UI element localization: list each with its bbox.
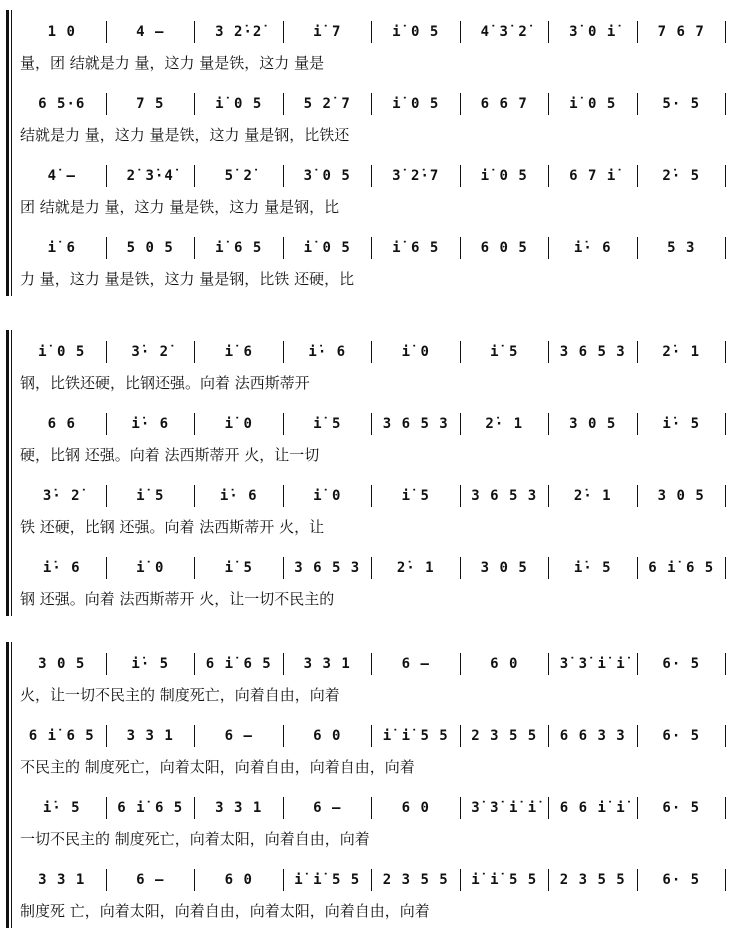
measure: i̇ 5 (371, 485, 460, 507)
voice-row-3 (0, 794, 740, 864)
measure: 3 3 1 (194, 797, 283, 819)
measure: i̇ 0 5 (460, 165, 549, 187)
measure: i̇ 0 5 (371, 21, 460, 43)
measure: 6 6 3 3 (548, 725, 637, 747)
measure: 3̇ 0 5 (283, 165, 372, 187)
measure: 2 3 5 5 (460, 725, 549, 747)
measure: i̇ 5 (194, 557, 283, 579)
measure: 6 6 (47, 416, 76, 432)
notation-line (18, 338, 726, 366)
measure: i̇ 0 (371, 341, 460, 363)
measure: i̇· 6 (106, 413, 195, 435)
measure: 6 7 i̇ (548, 165, 637, 187)
measure: 4̇ – (47, 168, 76, 184)
notation-line (18, 650, 726, 678)
measure: 2̇ 3̇·4̇ (106, 165, 195, 187)
measure: i̇ 5 (106, 485, 195, 507)
measure: i̇ 6 5 (194, 237, 283, 259)
measure: 3 6 5 3 (371, 413, 460, 435)
measure: 3̇ 3̇ i̇ i̇ (548, 653, 637, 675)
measure: i̇ 5 (283, 413, 372, 435)
measure: 2̇· 1 (548, 485, 637, 507)
measure: i̇· 6 (283, 341, 372, 363)
lyrics-line: 团 结就是力 量，这力 量是铁，这力 量是钢，比 (20, 198, 340, 216)
measure: i̇ 0 5 (194, 93, 283, 115)
notation-line (18, 234, 726, 262)
voice-row-2 (0, 90, 740, 160)
measure: 6· 5 (637, 653, 727, 675)
measure: 4 – (106, 21, 195, 43)
voice-row-2 (0, 410, 740, 480)
measure: 7 6 7 (637, 21, 727, 43)
measure: i̇· 6 (548, 237, 637, 259)
voice-row-1 (0, 650, 740, 720)
lyrics-line: 量，团 结就是力 量，这力 量是铁，这力 量是 (20, 54, 325, 72)
measure: 3 0 5 (637, 485, 727, 507)
measure: i̇ i̇ 5 5 (283, 869, 372, 891)
measure: 6 0 (283, 725, 372, 747)
notation-line (18, 162, 726, 190)
measure: 6 6 7 (460, 93, 549, 115)
measure: 3 2̇·2̇ (194, 21, 283, 43)
lyrics-line: 钢，比铁还硬，比钢还强。向着 法西斯蒂开 (20, 374, 310, 392)
measure: i̇ i̇ 5 5 (460, 869, 549, 891)
measure: 5· 5 (637, 93, 727, 115)
measure: 3 3 1 (38, 872, 86, 888)
voice-row-3 (0, 162, 740, 232)
lyrics-line: 钢 还强。向着 法西斯蒂开 火，让一切不民主的 (20, 590, 335, 608)
measure: 6 0 (194, 869, 283, 891)
measure: i̇ i̇ 5 5 (371, 725, 460, 747)
voice-row-4 (0, 234, 740, 304)
measure: 3 0 5 (38, 656, 86, 672)
measure: 2̇· 1 (460, 413, 549, 435)
notation-line (18, 482, 726, 510)
measure: 3 6 5 3 (548, 341, 637, 363)
measure: i̇ 6 (194, 341, 283, 363)
notation-line (18, 554, 726, 582)
measure: i̇· 5 (42, 800, 81, 816)
measure: i̇· 5 (637, 413, 727, 435)
measure: 1 0 (47, 24, 76, 40)
measure: i̇· 5 (106, 653, 195, 675)
voice-row-4 (0, 866, 740, 936)
score-system-2 (0, 328, 740, 628)
measure: 3 3 1 (283, 653, 372, 675)
measure: 6· 5 (637, 797, 727, 819)
notation-line (18, 722, 726, 750)
measure: 3 0 5 (460, 557, 549, 579)
measure: 7 5 (106, 93, 195, 115)
measure: 6 – (283, 797, 372, 819)
measure: 2 3 5 5 (371, 869, 460, 891)
measure: 6 i̇ 6 5 (194, 653, 283, 675)
measure: i̇· 5 (548, 557, 637, 579)
measure: 6· 5 (637, 869, 727, 891)
voice-row-1 (0, 18, 740, 88)
lyrics-line: 结就是力 量，这力 量是铁，这力 量是钢，比铁还 (20, 126, 350, 144)
measure: 3 0 5 (548, 413, 637, 435)
measure: 6 i̇ 6 5 (637, 557, 727, 579)
measure: 6 6 i̇ i̇ (548, 797, 637, 819)
measure: 4̇ 3̇ 2̇ (460, 21, 549, 43)
measure: i̇ 0 5 (283, 237, 372, 259)
measure: 6 0 5 (460, 237, 549, 259)
measure: 3 6 5 3 (460, 485, 549, 507)
measure: 3̇· 2̇ (106, 341, 195, 363)
measure: 6 i̇ 6 5 (28, 728, 95, 744)
measure: i̇ 0 5 (371, 93, 460, 115)
voice-row-1 (0, 338, 740, 408)
lyrics-line: 硬，比钢 还强。向着 法西斯蒂开 火，让一切 (20, 446, 320, 464)
measure: 2̇· 5 (637, 165, 727, 187)
measure: 3̇ 0 i̇ (548, 21, 637, 43)
notation-line (18, 794, 726, 822)
measure: i̇· 6 (42, 560, 81, 576)
measure: i̇ 5 (460, 341, 549, 363)
lyrics-line: 制度死 亡，向着太阳，向着自由，向着太阳，向着自由，向着 (20, 902, 430, 920)
measure: i̇ 0 (106, 557, 195, 579)
measure: 6 5·6 (38, 96, 86, 112)
lyrics-line: 力 量，这力 量是铁，这力 量是钢，比铁 还硬，比 (20, 270, 355, 288)
measure: 3̇ 2̇·7 (371, 165, 460, 187)
measure: 3 6 5 3 (283, 557, 372, 579)
measure: 6· 5 (637, 725, 727, 747)
voice-row-2 (0, 722, 740, 792)
measure: 6 – (371, 653, 460, 675)
measure: i̇· 6 (194, 485, 283, 507)
lyrics-line: 一切不民主的 制度死亡，向着太阳，向着自由，向着 (20, 830, 370, 848)
measure: i̇ 0 5 (548, 93, 637, 115)
lyrics-line: 火，让一切不民主的 制度死亡，向着自由，向着 (20, 686, 340, 704)
measure: 3̇ 3̇ i̇ i̇ (460, 797, 549, 819)
measure: 5 3 (637, 237, 727, 259)
measure: 6 0 (371, 797, 460, 819)
measure: 5̇ 2̇ (194, 165, 283, 187)
voice-row-3 (0, 482, 740, 552)
measure: i̇ 0 (194, 413, 283, 435)
notation-line (18, 866, 726, 894)
measure: 6 – (106, 869, 195, 891)
measure: 5 0 5 (106, 237, 195, 259)
voice-row-4 (0, 554, 740, 624)
measure: 3̇· 2̇ (42, 488, 81, 504)
measure: i̇ 7 (283, 21, 372, 43)
score-system-3 (0, 640, 740, 938)
measure: 2̇· 1 (371, 557, 460, 579)
measure: 5 2̇ 7 (283, 93, 372, 115)
notation-line (18, 18, 726, 46)
measure: 3 3 1 (106, 725, 195, 747)
lyrics-line: 铁 还硬，比钢 还强。向着 法西斯蒂开 火，让 (20, 518, 325, 536)
lyrics-line: 不民主的 制度死亡，向着太阳，向着自由，向着自由，向着 (20, 758, 415, 776)
measure: 2̇· 1 (637, 341, 727, 363)
measure: 6 – (194, 725, 283, 747)
notation-line (18, 410, 726, 438)
measure: 2 3 5 5 (548, 869, 637, 891)
score-system-1 (0, 8, 740, 308)
measure: i̇ 6 (47, 240, 76, 256)
measure: 6 i̇ 6 5 (106, 797, 195, 819)
measure: i̇ 6 5 (371, 237, 460, 259)
measure: 6 0 (460, 653, 549, 675)
measure: i̇ 0 (283, 485, 372, 507)
notation-line (18, 90, 726, 118)
measure: i̇ 0 5 (38, 344, 86, 360)
